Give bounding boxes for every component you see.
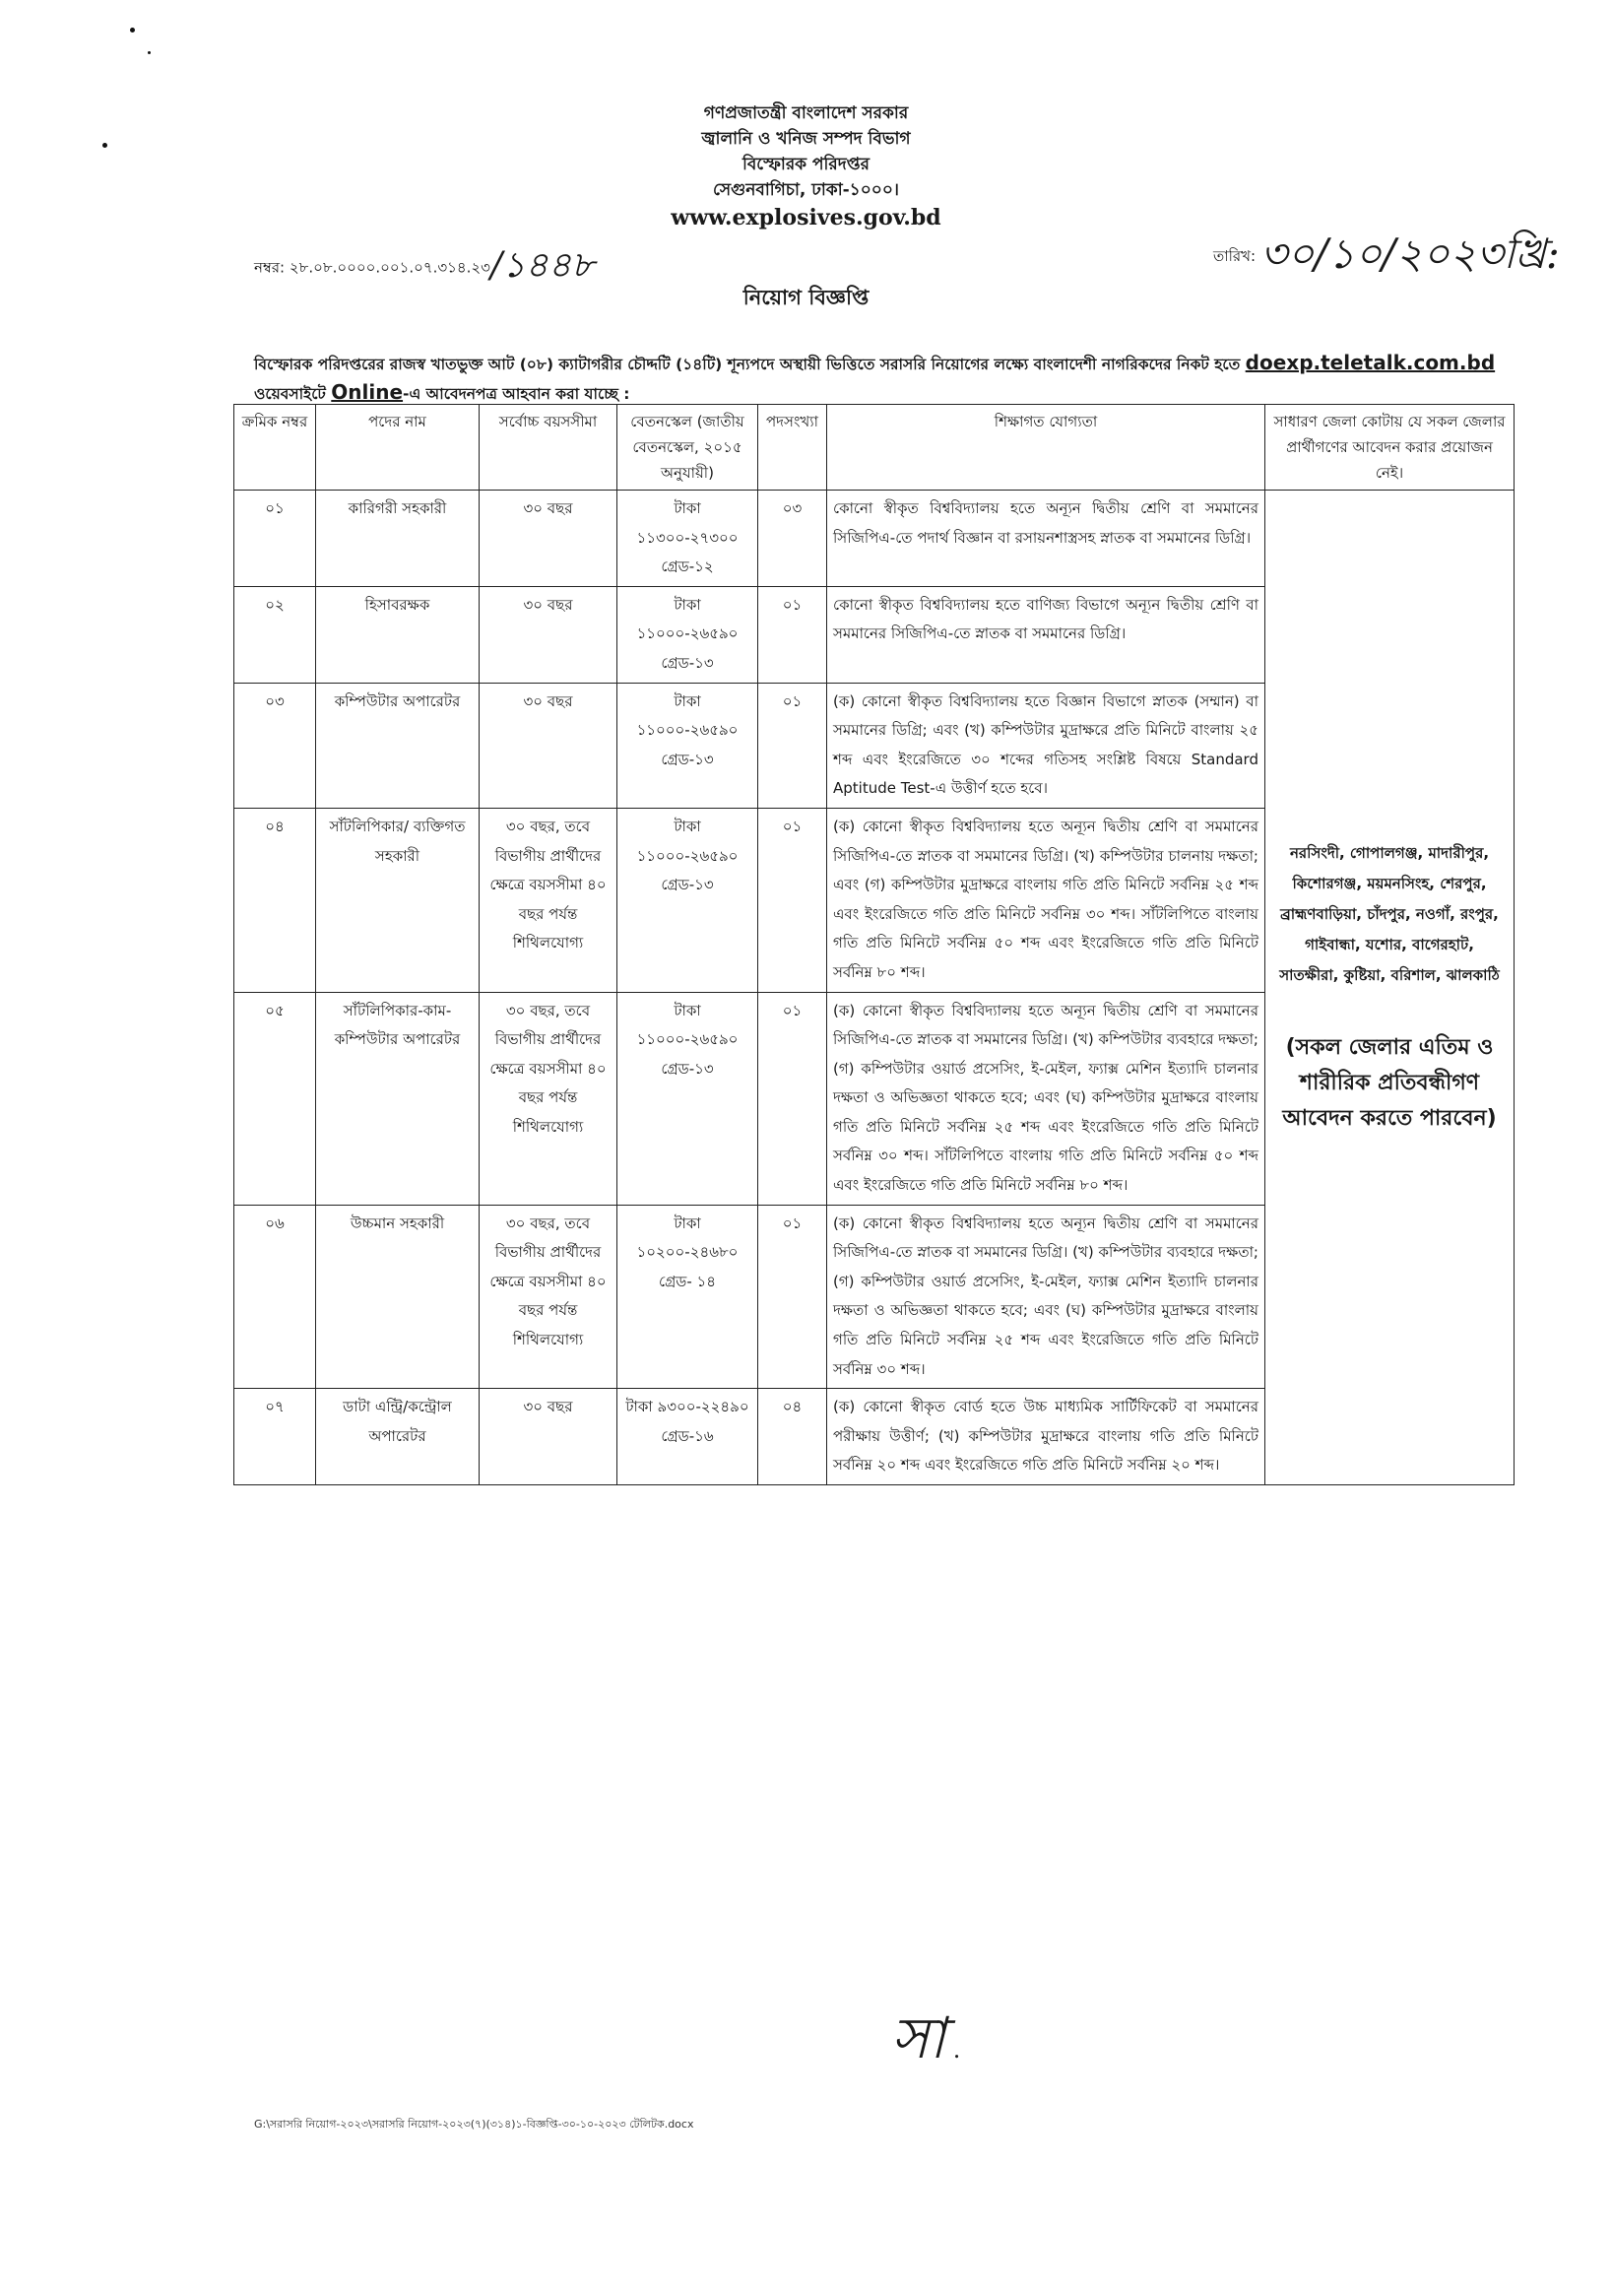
letterhead-division: জ্বালানি ও খনিজ সম্পদ বিভাগ (701, 129, 911, 149)
cell-age: ৩০ বছর, তবে বিভাগীয় প্রার্থীদের ক্ষেত্রে বয়সসীমা ৪০ বছর পর্যন্ত শিথিলযোগ্য (480, 1205, 617, 1389)
vacancy-table (233, 404, 1515, 1485)
cell-age: ৩০ বছর, তবে বিভাগীয় প্রার্থীদের ক্ষেত্রে বয়সসীমা ৪০ বছর পর্যন্ত শিথিলযোগ্য (480, 992, 617, 1205)
cell-post: ডাটা এন্ট্রি/কন্ট্রোল অপারেটর (316, 1389, 480, 1485)
cell-pay: টাকা ১১০০০-২৬৫৯০ গ্রেড-১৩ (617, 586, 758, 683)
scan-dot (148, 51, 151, 54)
table-row (234, 491, 1515, 587)
header-serial: ক্রমিক নম্বর (234, 405, 316, 491)
cell-qualification: (ক) কোনো স্বীকৃত বিশ্ববিদ্যালয় হতে অন্যূন দ্বিতীয় শ্রেণি বা সমমানের সিজিপিএ-তে স্নাতক বা সমমানের ডিগ্রি। (খ) কম্পিউটার ব্যবহারে দক্ষতা; (গ) কম্পিউটার ওয়ার্ড প্রসেসিং, ই-মেইল, ফ্যাক্স মেশিন ইত্যাদি চালনার দক্ষতা ও অভিজ্ঞতা থাকতে হবে; এবং (ঘ) কম্পিউটার মুদ্রাক্ষরে বাংলায় গতি প্রতি মিনিটে সর্বনিম্ন ২৫ শব্দ এবং ইংরেজিতে গতি প্রতি মিনিটে সর্বনিম্ন ৩০ শব্দ। সাঁটলিপিতে বাংলায় গতি প্রতি মিনিটে সর্বনিম্ন ৫০ শব্দ এবং ইংরেজিতে গতি প্রতি মিনিটে সর্বনিম্ন ৮০ শব্দ। (827, 992, 1265, 1205)
cell-pay: টাকা ১১০০০-২৬৫৯০ গ্রেড-১৩ (617, 683, 758, 808)
cell-qualification: কোনো স্বীকৃত বিশ্ববিদ্যালয় হতে বাণিজ্য বিভাগে অন্যূন দ্বিতীয় শ্রেণি বা সমমানের সিজিপিএ-তে স্নাতক বা সমমানের ডিগ্রি। (827, 586, 1265, 683)
table-header-row (234, 405, 1515, 491)
scan-dot (130, 28, 135, 33)
cell-pay: টাকা ১১০০০-২৬৫৯০ গ্রেড-১৩ (617, 992, 758, 1205)
header-count: পদসংখ্যা (758, 405, 827, 491)
cell-serial: ০১ (234, 491, 316, 587)
cell-serial: ০২ (234, 586, 316, 683)
cell-count: ০১ (758, 992, 827, 1205)
cell-pay: টাকা ৯৩০০-২২৪৯০ গ্রেড-১৬ (617, 1389, 758, 1485)
cell-count: ০৩ (758, 491, 827, 587)
cell-count: ০৪ (758, 1389, 827, 1485)
signature: সা . (891, 2004, 961, 2071)
memo-label: নম্বর: ২৮.০৮.০০০০.০০১.০৭.৩১৪.২৩ (254, 258, 490, 277)
cell-age: ৩০ বছর (480, 491, 617, 587)
cell-age: ৩০ বছর (480, 683, 617, 808)
cell-count: ০১ (758, 1205, 827, 1389)
cell-age: ৩০ বছর (480, 1389, 617, 1485)
header-pay: বেতনস্কেল (জাতীয় বেতনস্কেল, ২০১৫ অনুযায়ী) (617, 405, 758, 491)
cell-post: সাঁটলিপিকার-কাম-কম্পিউটার অপারেটর (316, 992, 480, 1205)
header-age: সর্বোচ্চ বয়সসীমা (480, 405, 617, 491)
cell-serial: ০৩ (234, 683, 316, 808)
header-quota: সাধারণ জেলা কোটায় যে সকল জেলার প্রার্থীগণের আবেদন করার প্রয়োজন নেই। (1265, 405, 1515, 491)
cell-pay: টাকা ১১৩০০-২৭৩০০ গ্রেড-১২ (617, 491, 758, 587)
cell-age: ৩০ বছর, তবে বিভাগীয় প্রার্থীদের ক্ষেত্রে বয়সসীমা ৪০ বছর পর্যন্ত শিথিলযোগ্য (480, 808, 617, 992)
cell-post: কারিগরী সহকারী (316, 491, 480, 587)
cell-serial: ০৫ (234, 992, 316, 1205)
intro-text-2: ওয়েবসাইটে (254, 385, 326, 403)
footer-file-path: G:\সরাসরি নিয়োগ-২০২৩\সরাসরি নিয়োগ-২০২৩(৭)(৩১৪)১-বিজ্ঞপ্তি-৩০-১০-২০২৩ টেলিটক.docx (254, 2118, 694, 2131)
quota-districts-cell (1265, 491, 1515, 1485)
header-post: পদের নাম (316, 405, 480, 491)
online-label: Online (331, 380, 404, 404)
letterhead-department: বিস্ফোরক পরিদপ্তর (742, 155, 870, 174)
signature-mark: সা (891, 2004, 946, 2071)
letterhead-website[interactable]: www.explosives.gov.bd (671, 205, 941, 230)
cell-qualification: কোনো স্বীকৃত বিশ্ববিদ্যালয় হতে অন্যূন দ্বিতীয় শ্রেণি বা সমমানের সিজিপিএ-তে পদার্থ বিজ্ঞান বা রসায়নশাস্ত্রসহ স্নাতক বা সমমানের ডিগ্রি। (827, 491, 1265, 587)
cell-pay: টাকা ১০২০০-২৪৬৮০ গ্রেড- ১৪ (617, 1205, 758, 1389)
quota-note: (সকল জেলার এতিম ও শারীরিক প্রতিবন্ধীগণ আবেদন করতে পারবেন) (1282, 1035, 1497, 1131)
letterhead-government: গণপ্রজাতন্ত্রী বাংলাদেশ সরকার (703, 103, 909, 123)
date-handwritten: ৩০/১০/২০২৩খ্রি: (1259, 230, 1560, 278)
memo-handwritten: /১৪৪৮ (489, 245, 595, 286)
cell-count: ০১ (758, 586, 827, 683)
cell-count: ০১ (758, 683, 827, 808)
cell-serial: ০৭ (234, 1389, 316, 1485)
letterhead (0, 100, 1612, 232)
cell-serial: ০৬ (234, 1205, 316, 1389)
cell-qualification: (ক) কোনো স্বীকৃত বিশ্ববিদ্যালয় হতে অন্যূন দ্বিতীয় শ্রেণি বা সমমানের সিজিপিএ-তে স্নাতক বা সমমানের ডিগ্রি। (খ) কম্পিউটার চালনায় দক্ষতা; এবং (গ) কম্পিউটার মুদ্রাক্ষরে বাংলায় গতি প্রতি মিনিটে সর্বনিম্ন ২৫ শব্দ এবং ইংরেজিতে গতি প্রতি মিনিটে সর্বনিম্ন ৩০ শব্দ। সাঁটলিপিতে বাংলায় গতি প্রতি মিনিটে সর্বনিম্ন ৫০ শব্দ এবং ইংরেজিতে গতি প্রতি মিনিটে সর্বনিম্ন ৮০ শব্দ। (827, 808, 1265, 992)
header-qualification: শিক্ষাগত যোগ্যতা (827, 405, 1265, 491)
cell-count: ০১ (758, 808, 827, 992)
cell-post: উচ্চমান সহকারী (316, 1205, 480, 1389)
intro-text: বিস্ফোরক পরিদপ্তরের রাজস্ব খাতভুক্ত আট (০৮) ক্যাটাগরীর চৌদ্দটি (১৪টি) শূন্যপদে অস্থায়ী ভিত্তিতে সরাসরি নিয়োগের লক্ষ্যে বাংলাদেশী নাগরিকদের নিকট হতে (254, 356, 1241, 373)
quota-districts: নরসিংদী, গোপালগঞ্জ, মাদারীপুর, কিশোরগঞ্জ, ময়মনসিংহ, শেরপুর, ব্রাহ্মণবাড়িয়া, চাঁদপুর, নওগাঁ, রংপুর, গাইবান্ধা, যশোর, বাগেরহাট, সাতক্ষীরা, কুষ্টিয়া, বরিশাল, ঝালকাঠি (1279, 844, 1500, 984)
application-site-link[interactable]: doexp.teletalk.com.bd (1245, 351, 1496, 374)
cell-post: সাঁটলিপিকার/ ব্যক্তিগত সহকারী (316, 808, 480, 992)
cell-post: কম্পিউটার অপারেটর (316, 683, 480, 808)
cell-pay: টাকা ১১০০০-২৬৫৯০ গ্রেড-১৩ (617, 808, 758, 992)
letterhead-address: সেগুনবাগিচা, ঢাকা-১০০০। (713, 180, 899, 200)
cell-qualification: (ক) কোনো স্বীকৃত বিশ্ববিদ্যালয় হতে অন্যূন দ্বিতীয় শ্রেণি বা সমমানের সিজিপিএ-তে স্নাতক বা সমমানের ডিগ্রি। (খ) কম্পিউটার ব্যবহারে দক্ষতা; (গ) কম্পিউটার ওয়ার্ড প্রসেসিং, ই-মেইল, ফ্যাক্স মেশিন ইত্যাদি চালনার দক্ষতা ও অভিজ্ঞতা থাকতে হবে; এবং (ঘ) কম্পিউটার মুদ্রাক্ষরে বাংলায় গতি প্রতি মিনিটে সর্বনিম্ন ২৫ শব্দ এবং ইংরেজিতে গতি প্রতি মিনিটে সর্বনিম্ন ৩০ শব্দ। (827, 1205, 1265, 1389)
intro-text-3: -এ আবেদনপত্র আহবান করা যাচ্ছে : (403, 385, 630, 403)
intro-paragraph (254, 349, 1505, 408)
cell-age: ৩০ বছর (480, 586, 617, 683)
date-label: তারিখ: (1213, 247, 1257, 265)
page-title: নিয়োগ বিজ্ঞপ্তি (742, 286, 870, 309)
cell-qualification: (ক) কোনো স্বীকৃত বিশ্ববিদ্যালয় হতে বিজ্ঞান বিভাগে স্নাতক (সম্মান) বা সমমানের ডিগ্রি; এবং (খ) কম্পিউটার মুদ্রাক্ষরে প্রতি মিনিটে বাংলায় ২৫ শব্দ এবং ইংরেজিতে ৩০ শব্দের গতিসহ সংশ্লিষ্ট বিষয়ে Standard Aptitude Test-এ উত্তীর্ণ হতে হবে। (827, 683, 1265, 808)
cell-post: হিসাবরক্ষক (316, 586, 480, 683)
cell-qualification: (ক) কোনো স্বীকৃত বোর্ড হতে উচ্চ মাধ্যমিক সার্টিফিকেট বা সমমানের পরীক্ষায় উত্তীর্ণ; (খ) কম্পিউটার মুদ্রাক্ষরে বাংলায় গতি প্রতি মিনিটে সর্বনিম্ন ২০ শব্দ এবং ইংরেজিতে গতি প্রতি মিনিটে সর্বনিম্ন ২০ শব্দ। (827, 1389, 1265, 1485)
cell-serial: ০৪ (234, 808, 316, 992)
